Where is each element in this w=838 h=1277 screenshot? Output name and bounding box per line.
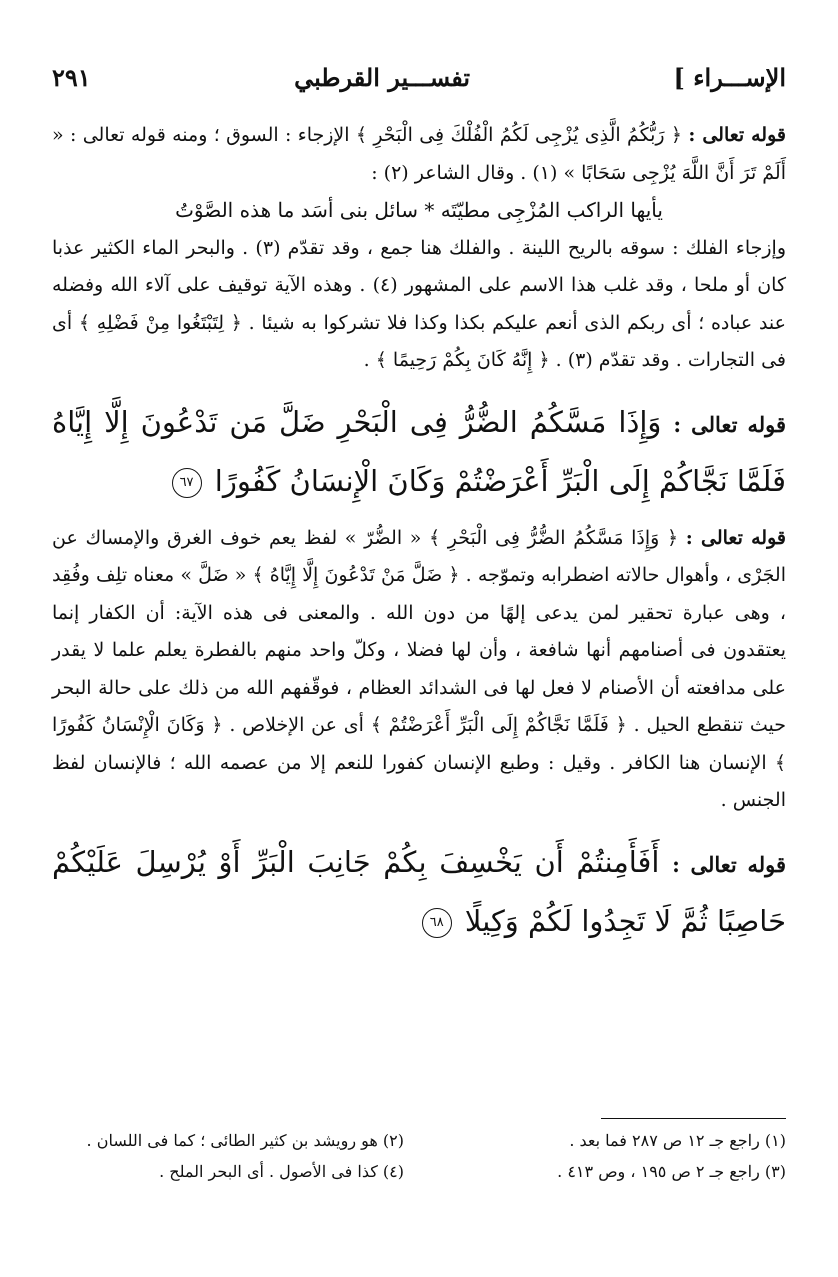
footnote-3: (٣) راجع جـ ٢ ص ١٩٥ ، وص ٤١٣ . [557, 1162, 786, 1181]
book-title: تفســـير القرطبي [294, 63, 471, 92]
paragraph-lead: قوله تعالى : [685, 526, 786, 549]
quran-verse-67 [52, 394, 786, 510]
footnote-divider [601, 1118, 786, 1119]
verse-text: أَفَأَمِنتُمْ أَن يَخْسِفَ بِكُمْ جَانِبَ الْبَرِّ أَوْ يُرْسِلَ عَلَيْكُمْ حَاصِبًا ثُمَّ لَا تَجِدُوا لَكُمْ وَكِيلًا [52, 844, 786, 938]
ayah-number-68: ٦٨ [422, 908, 452, 938]
footnote-1: (١) راجع جـ ١٢ ص ٢٨٧ فما بعد . [569, 1131, 786, 1150]
footnote-4: (٤) كذا فى الأصول . أى البحر الملح . [159, 1162, 404, 1181]
paragraph-lead: قوله تعالى : [688, 124, 786, 146]
page-number: ٢٩١ [52, 63, 91, 92]
verse-intro: قوله تعالى : [672, 851, 786, 877]
ayah-number-67: ٦٧ [172, 468, 202, 498]
quran-verse-68 [52, 834, 786, 950]
paragraph-fulk: وإزجاء الفلك : سوقه بالريح اللينة . والفلك هنا جمع ، وقد تقدّم (٣) . والبحر الماء الكثير عذبا كان أو ملحا ، وقد غلب هذا الاسم على المشهور (٤) . وهذه الآية توقيف على آلاء الله وفضله عند عباده ؛ أى ربكم الذى أنعم عليكم بكذا وكذا فلا تشركوا به شيئا . ﴿ لِتَبْتَغُوا مِنْ فَضْلِهِ ﴾ أى فى التجارات . وقد تقدّم (٣) . ﴿ إِنَّهُ كَانَ بِكُمْ رَحِيمًا ﴾ . [52, 236, 786, 371]
verse-text: وَإِذَا مَسَّكُمُ الضُّرُّ فِى الْبَحْرِ ضَلَّ مَن تَدْعُونَ إِلَّا إِيَّاهُ فَلَمَّا نَجَّاكُمْ إِلَى الْبَرِّ أَعْرَضْتُمْ وَكَانَ الْإِنسَانُ كَفُورًا [52, 404, 786, 498]
paragraph-text: ﴿ رَبُّكُمُ الَّذِى يُزْجِى لَكُمُ الْفُلْكَ فِى الْبَحْرِ ﴾ الإزجاء : السوق ؛ ومنه قوله تعالى : « أَلَمْ تَرَ أَنَّ اللَّهَ يُزْجِى سَحَابًا » (١) . وقال الشاعر (٢) : [52, 124, 786, 184]
commentary-67 [52, 520, 786, 820]
footnotes [52, 1118, 786, 1181]
footnote-2: (٢) هو رويشد بن كثير الطائى ؛ كما فى اللسان . [86, 1131, 404, 1150]
paragraph-text: ﴿ وَإِذَا مَسَّكُمُ الضُّرُّ فِى الْبَحْرِ ﴾ « الضُّرّ » لفظ يعم خوف الغرق والإمساك عن الجَرْى ، وأهوال حالاته اضطرابه وتموّجه . ﴿ ضَلَّ مَنْ تَدْعُونَ إِلَّا إِيَّاهُ ﴾ « ضَلَّ » معناه تلِف وفُقِد ، وهى عبارة تحقير لمن يدعى إلهًا من دون الله . والمعنى فى هذه الآية: أن الكفار إنما يعتقدون فى أصنامهم أنها شافعة ، وأن لها فضلا ، وكلّ واحد منهم بالفطرة يعلم علما لا يقدر على مدافعته أن الأصنام لا فعل لها فى الشدائد العظام ، فوقّفهم الله من ذلك على حالة البحر حيث تنقطع الحيل . ﴿ فَلَمَّا نَجَّاكُمْ إِلَى الْبَرِّ أَعْرَضْتُمْ ﴾ أى عن الإخلاص . ﴿ وَكَانَ الْإِنْسَانُ كَفُورًا ﴾ الإنسان هنا الكافر . وقيل : وطبع الإنسان كفورا للنعم إلا من عصمه الله ؛ فالإنسان لفظ الجنس . [52, 526, 786, 811]
verse-intro: قوله تعالى : [673, 411, 787, 437]
page-body [52, 117, 786, 950]
sura-name: الإســـراء ] [673, 63, 786, 92]
page-header [52, 40, 786, 92]
paragraph-zijah [52, 117, 786, 192]
poetry-verse: يأيها الراكب المُزْجِى مطيّتَه * سائل بنى أسَد ما هذه الصَّوْتُ [175, 198, 663, 222]
